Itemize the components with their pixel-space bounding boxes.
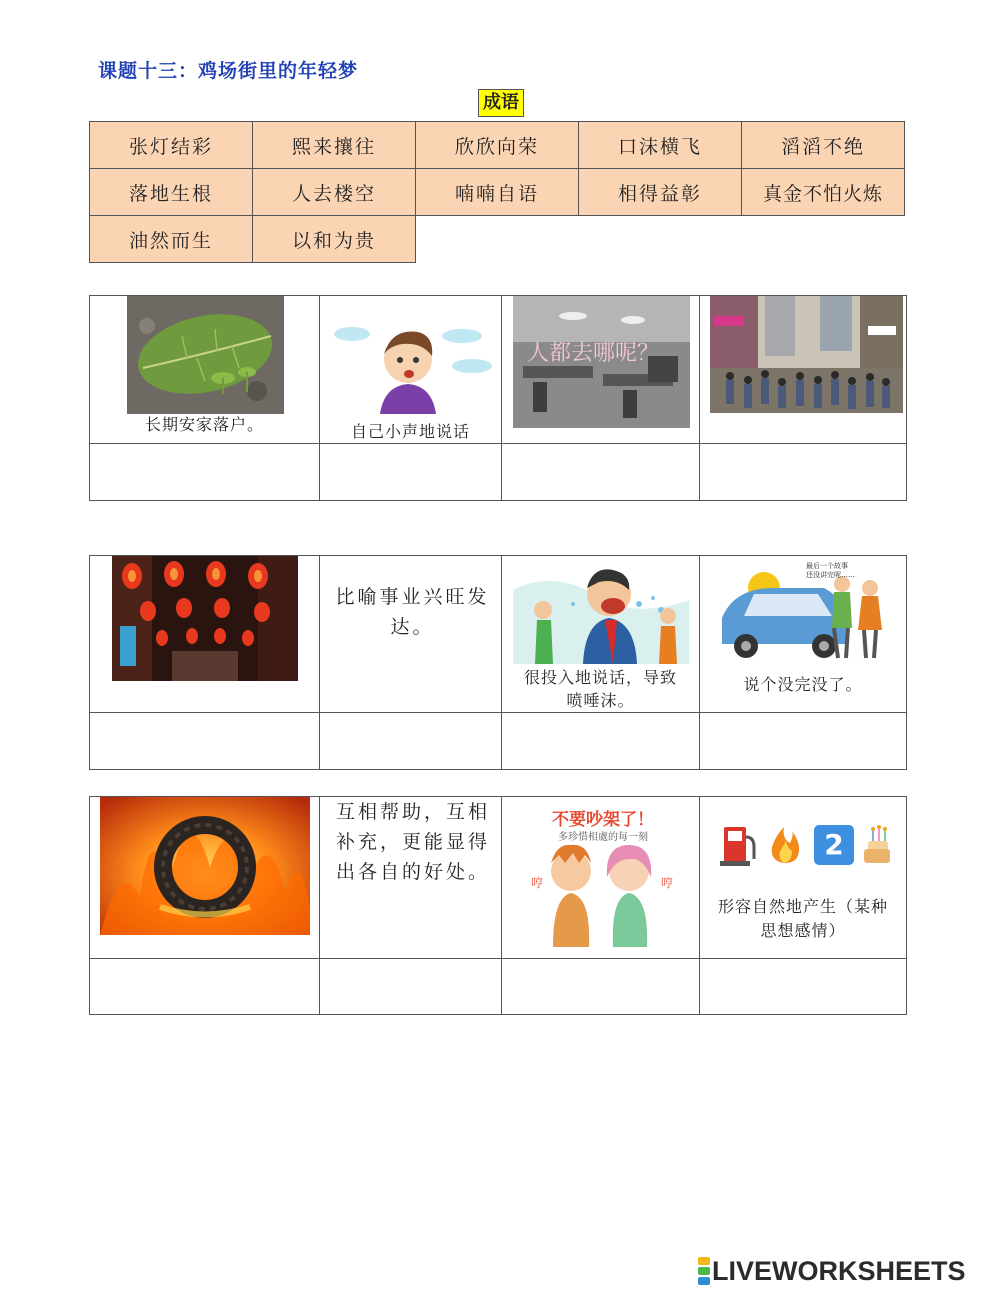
empty-office-image — [513, 296, 690, 428]
clue-row — [90, 797, 906, 958]
idiom-cell: 油然而生 — [90, 216, 253, 263]
lesson-title: 课题十三：鸡场街里的年轻梦 — [98, 60, 359, 82]
idiom-cell: 以和为贵 — [253, 216, 416, 263]
idiom-cell: 滔滔不绝 — [742, 122, 905, 169]
answer-box[interactable] — [501, 959, 699, 1014]
idiom-cell: 喃喃自语 — [416, 169, 579, 216]
answer-box[interactable] — [319, 713, 501, 769]
image-overlay-text: 人都去哪呢？ — [527, 341, 660, 366]
image-sign-text: 最后一个故事 还没讲完呢…… — [806, 562, 855, 579]
idiom-cell: 真金不怕火炼 — [742, 169, 905, 216]
clue-cell — [501, 556, 699, 712]
image-headline-text: 不要吵架了！ — [552, 810, 654, 830]
idiom-cell: 张灯结彩 — [90, 122, 253, 169]
answer-input[interactable] — [320, 444, 501, 500]
red-lanterns-street-image — [112, 556, 298, 681]
logo-mark-icon — [698, 1256, 710, 1286]
idiom-row — [90, 169, 905, 216]
leaf-sprouting-image — [127, 296, 284, 414]
clue-caption: 说个没完没了。 — [743, 675, 863, 694]
couple-quarrel-image — [523, 797, 683, 955]
clue-cell — [90, 797, 319, 958]
answer-row — [90, 958, 906, 1014]
clue-cell — [90, 296, 319, 443]
image-subline-text: 多珍惜相處的每一刻 — [558, 832, 648, 843]
idiom-bank-table — [89, 121, 905, 263]
clue-grid-3 — [89, 796, 907, 1015]
answer-box[interactable] — [501, 444, 699, 500]
answer-input[interactable] — [320, 959, 501, 1014]
clue-cell — [319, 797, 501, 958]
answer-box[interactable] — [699, 713, 906, 769]
clue-cell — [319, 296, 501, 443]
clue-grid-2 — [89, 555, 907, 770]
answer-row — [90, 443, 906, 500]
answer-input[interactable] — [502, 959, 699, 1014]
clue-cell — [699, 556, 906, 712]
answer-input[interactable] — [90, 959, 319, 1014]
clue-cell — [90, 556, 319, 712]
answer-input[interactable] — [502, 444, 699, 500]
answer-input[interactable] — [90, 444, 319, 500]
clue-caption: 自己小声地说话 — [350, 422, 470, 441]
idiom-row — [90, 122, 905, 169]
answer-box[interactable] — [699, 959, 906, 1014]
answer-box[interactable] — [90, 713, 319, 769]
answer-box[interactable] — [699, 444, 906, 500]
answer-input[interactable] — [502, 713, 699, 769]
answer-input[interactable] — [90, 713, 319, 769]
clue-grid-1 — [89, 295, 907, 501]
liveworksheets-logo — [698, 1256, 966, 1286]
clue-caption: 很投入地说话，导致喷唾沫。 — [523, 668, 677, 710]
answer-row — [90, 712, 906, 769]
clue-cell — [501, 296, 699, 443]
answer-input[interactable] — [700, 959, 906, 1014]
clue-caption: 长期安家落户。 — [144, 415, 264, 434]
boy-muttering-image — [332, 314, 494, 414]
logo-brand-text: LIVEWORKSHEETS — [712, 1255, 966, 1286]
answer-input[interactable] — [700, 444, 906, 500]
idiom-cell: 落地生根 — [90, 169, 253, 216]
clue-cell — [319, 556, 501, 712]
emoji-number-text: 2 — [824, 828, 844, 861]
man-spitting-speech-image — [513, 560, 689, 664]
answer-input[interactable] — [320, 713, 501, 769]
clue-cell — [501, 797, 699, 958]
clue-definition-text: 互相帮助，互相补充，更能显得出各自的好处。 — [336, 801, 491, 883]
clue-cell — [699, 296, 906, 443]
idiom-row — [90, 216, 905, 263]
clue-row — [90, 296, 906, 443]
emoji-row-image — [720, 823, 890, 867]
idiom-cell: 人去楼空 — [253, 169, 416, 216]
svg-text:哼: 哼 — [531, 876, 544, 890]
idiom-cell: 相得益彰 — [579, 169, 742, 216]
idiom-cell: 熙来攘往 — [253, 122, 416, 169]
answer-box[interactable] — [319, 959, 501, 1014]
clue-cell — [699, 797, 906, 958]
clue-definition-text: 比喻事业兴旺发达。 — [335, 586, 490, 638]
idiom-cell: 口沫横飞 — [579, 122, 742, 169]
clue-caption: 形容自然地产生（某种思想感情） — [717, 897, 888, 940]
idiom-heading: 成语 — [478, 89, 524, 117]
answer-box[interactable] — [501, 713, 699, 769]
svg-text:哼: 哼 — [661, 876, 674, 890]
clue-row — [90, 556, 906, 712]
answer-box[interactable] — [319, 444, 501, 500]
idiom-cell: 欣欣向荣 — [416, 122, 579, 169]
answer-box[interactable] — [90, 959, 319, 1014]
answer-box[interactable] — [90, 444, 319, 500]
tire-in-fire-image — [100, 797, 310, 935]
talking-by-car-image — [714, 558, 896, 666]
crowded-street-image — [710, 296, 903, 413]
answer-input[interactable] — [700, 713, 906, 769]
